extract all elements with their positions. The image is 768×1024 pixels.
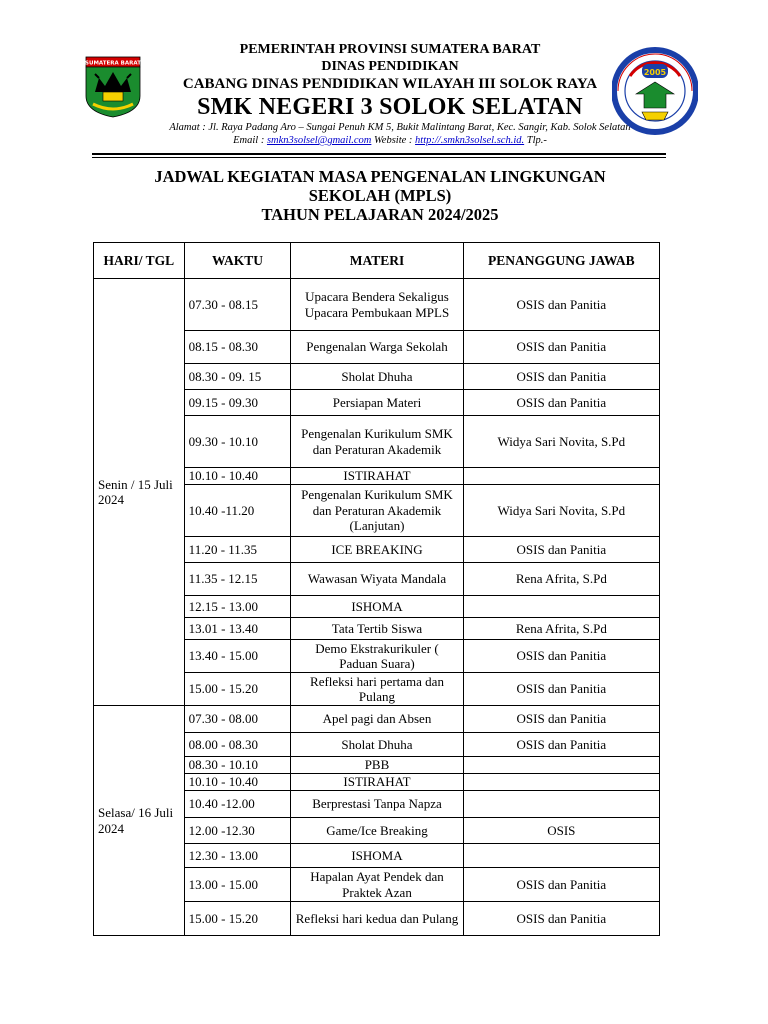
email-label: Email : [233, 135, 265, 146]
time-cell: 08.30 - 09. 15 [184, 364, 291, 390]
time-cell: 11.35 - 12.15 [184, 563, 291, 596]
letterhead-rule-thin [92, 157, 666, 158]
time-cell: 08.00 - 08.30 [184, 733, 291, 757]
time-cell: 12.15 - 13.00 [184, 596, 291, 618]
letterhead-rule-thick [92, 153, 666, 155]
responsible-cell: OSIS [463, 818, 659, 844]
schedule-body [94, 279, 660, 936]
time-cell: 10.10 - 10.40 [184, 774, 291, 791]
responsible-cell: OSIS dan Panitia [463, 706, 659, 733]
header-pj: PENANGGUNG JAWAB [463, 243, 659, 279]
emblem-label: SUMATERA BARAT [85, 60, 141, 67]
responsible-cell: Widya Sari Novita, S.Pd [463, 485, 659, 537]
time-cell: 10.40 -11.20 [184, 485, 291, 537]
time-cell: 09.15 - 09.30 [184, 390, 291, 416]
responsible-cell: OSIS dan Panitia [463, 331, 659, 364]
time-cell: 07.30 - 08.15 [184, 279, 291, 331]
contact-line [80, 135, 700, 146]
responsible-cell: OSIS dan Panitia [463, 673, 659, 706]
time-cell: 10.40 -12.00 [184, 791, 291, 818]
table-header-row [94, 243, 660, 279]
material-cell: ISHOMA [291, 844, 463, 868]
responsible-cell [463, 468, 659, 485]
material-cell: Refleksi hari pertama dan Pulang [291, 673, 463, 706]
material-cell: Refleksi hari kedua dan Pulang [291, 902, 463, 936]
material-cell: ISHOMA [291, 596, 463, 618]
time-cell: 12.30 - 13.00 [184, 844, 291, 868]
time-cell: 09.30 - 10.10 [184, 416, 291, 468]
phone-label: Tlp.- [526, 135, 547, 146]
time-cell: 11.20 - 11.35 [184, 537, 291, 563]
time-cell: 12.00 -12.30 [184, 818, 291, 844]
material-cell: Pengenalan Warga Sekolah [291, 331, 463, 364]
material-cell: Sholat Dhuha [291, 733, 463, 757]
time-cell: 13.01 - 13.40 [184, 618, 291, 640]
time-cell: 13.40 - 15.00 [184, 640, 291, 673]
responsible-cell: OSIS dan Panitia [463, 390, 659, 416]
day-cell: Senin / 15 Juli 2024 [94, 279, 185, 706]
responsible-cell [463, 774, 659, 791]
address-line: Alamat : Jl. Raya Padang Aro – Sungai Penuh KM 5, Bukit Malintang Barat, Kec. Sangir, Kab. Solok Selatan [169, 122, 631, 133]
responsible-cell [463, 757, 659, 774]
time-cell: 10.10 - 10.40 [184, 468, 291, 485]
material-cell: ISTIRAHAT [291, 468, 463, 485]
material-cell: Hapalan Ayat Pendek dan Praktek Azan [291, 868, 463, 902]
responsible-cell [463, 791, 659, 818]
school-name: SMK NEGERI 3 SOLOK SELATAN [197, 94, 583, 120]
time-cell: 13.00 - 15.00 [184, 868, 291, 902]
material-cell: Tata Tertib Siswa [291, 618, 463, 640]
website-link[interactable]: http://.smkn3solsel.sch.id. [415, 135, 525, 146]
material-cell: Berprestasi Tanpa Napza [291, 791, 463, 818]
material-cell: Apel pagi dan Absen [291, 706, 463, 733]
material-cell: ICE BREAKING [291, 537, 463, 563]
title-line-3: TAHUN PELAJARAN 2024/2025 [261, 205, 499, 224]
letterhead [80, 40, 700, 160]
responsible-cell: OSIS dan Panitia [463, 279, 659, 331]
responsible-cell: Rena Afrita, S.Pd [463, 563, 659, 596]
schedule-table [93, 242, 660, 936]
responsible-cell: Widya Sari Novita, S.Pd [463, 416, 659, 468]
material-cell: ISTIRAHAT [291, 774, 463, 791]
emblem-year: 2005 [643, 68, 667, 77]
material-cell: Wawasan Wiyata Mandala [291, 563, 463, 596]
time-cell: 07.30 - 08.00 [184, 706, 291, 733]
header-hari: HARI/ TGL [94, 243, 185, 279]
time-cell: 08.30 - 10.10 [184, 757, 291, 774]
website-label: Website : [374, 135, 413, 146]
material-cell: Upacara Bendera Sekaligus Upacara Pembukaan MPLS [291, 279, 463, 331]
branch-line: CABANG DINAS PENDIDIKAN WILAYAH III SOLOK RAYA [182, 76, 598, 92]
material-cell: Pengenalan Kurikulum SMK dan Peraturan Akademik (Lanjutan) [291, 485, 463, 537]
responsible-cell [463, 596, 659, 618]
responsible-cell: OSIS dan Panitia [463, 537, 659, 563]
material-cell: PBB [291, 757, 463, 774]
time-cell: 15.00 - 15.20 [184, 902, 291, 936]
title-line-2: SEKOLAH (MPLS) [308, 186, 452, 205]
government-line: PEMERINTAH PROVINSI SUMATERA BARAT [239, 42, 541, 57]
header-materi: MATERI [291, 243, 463, 279]
time-cell: 08.15 - 08.30 [184, 331, 291, 364]
school-emblem-icon [612, 46, 698, 136]
material-cell: Persiapan Materi [291, 390, 463, 416]
responsible-cell: OSIS dan Panitia [463, 364, 659, 390]
time-cell: 15.00 - 15.20 [184, 673, 291, 706]
responsible-cell [463, 844, 659, 868]
department-line: DINAS PENDIDIKAN [321, 59, 459, 74]
responsible-cell: OSIS dan Panitia [463, 902, 659, 936]
header-waktu: WAKTU [184, 243, 291, 279]
table-row [94, 279, 660, 331]
responsible-cell: Rena Afrita, S.Pd [463, 618, 659, 640]
material-cell: Sholat Dhuha [291, 364, 463, 390]
title-line-1: JADWAL KEGIATAN MASA PENGENALAN LINGKUNGAN [154, 167, 606, 186]
document-title [92, 167, 668, 224]
table-row [94, 706, 660, 733]
material-cell: Demo Ekstrakurikuler ( Paduan Suara) [291, 640, 463, 673]
responsible-cell: OSIS dan Panitia [463, 733, 659, 757]
responsible-cell: OSIS dan Panitia [463, 640, 659, 673]
material-cell: Game/Ice Breaking [291, 818, 463, 844]
day-cell: Selasa/ 16 Juli 2024 [94, 706, 185, 936]
material-cell: Pengenalan Kurikulum SMK dan Peraturan Akademik [291, 416, 463, 468]
responsible-cell: OSIS dan Panitia [463, 868, 659, 902]
email-link[interactable]: smkn3solsel@gmail.com [266, 135, 372, 146]
